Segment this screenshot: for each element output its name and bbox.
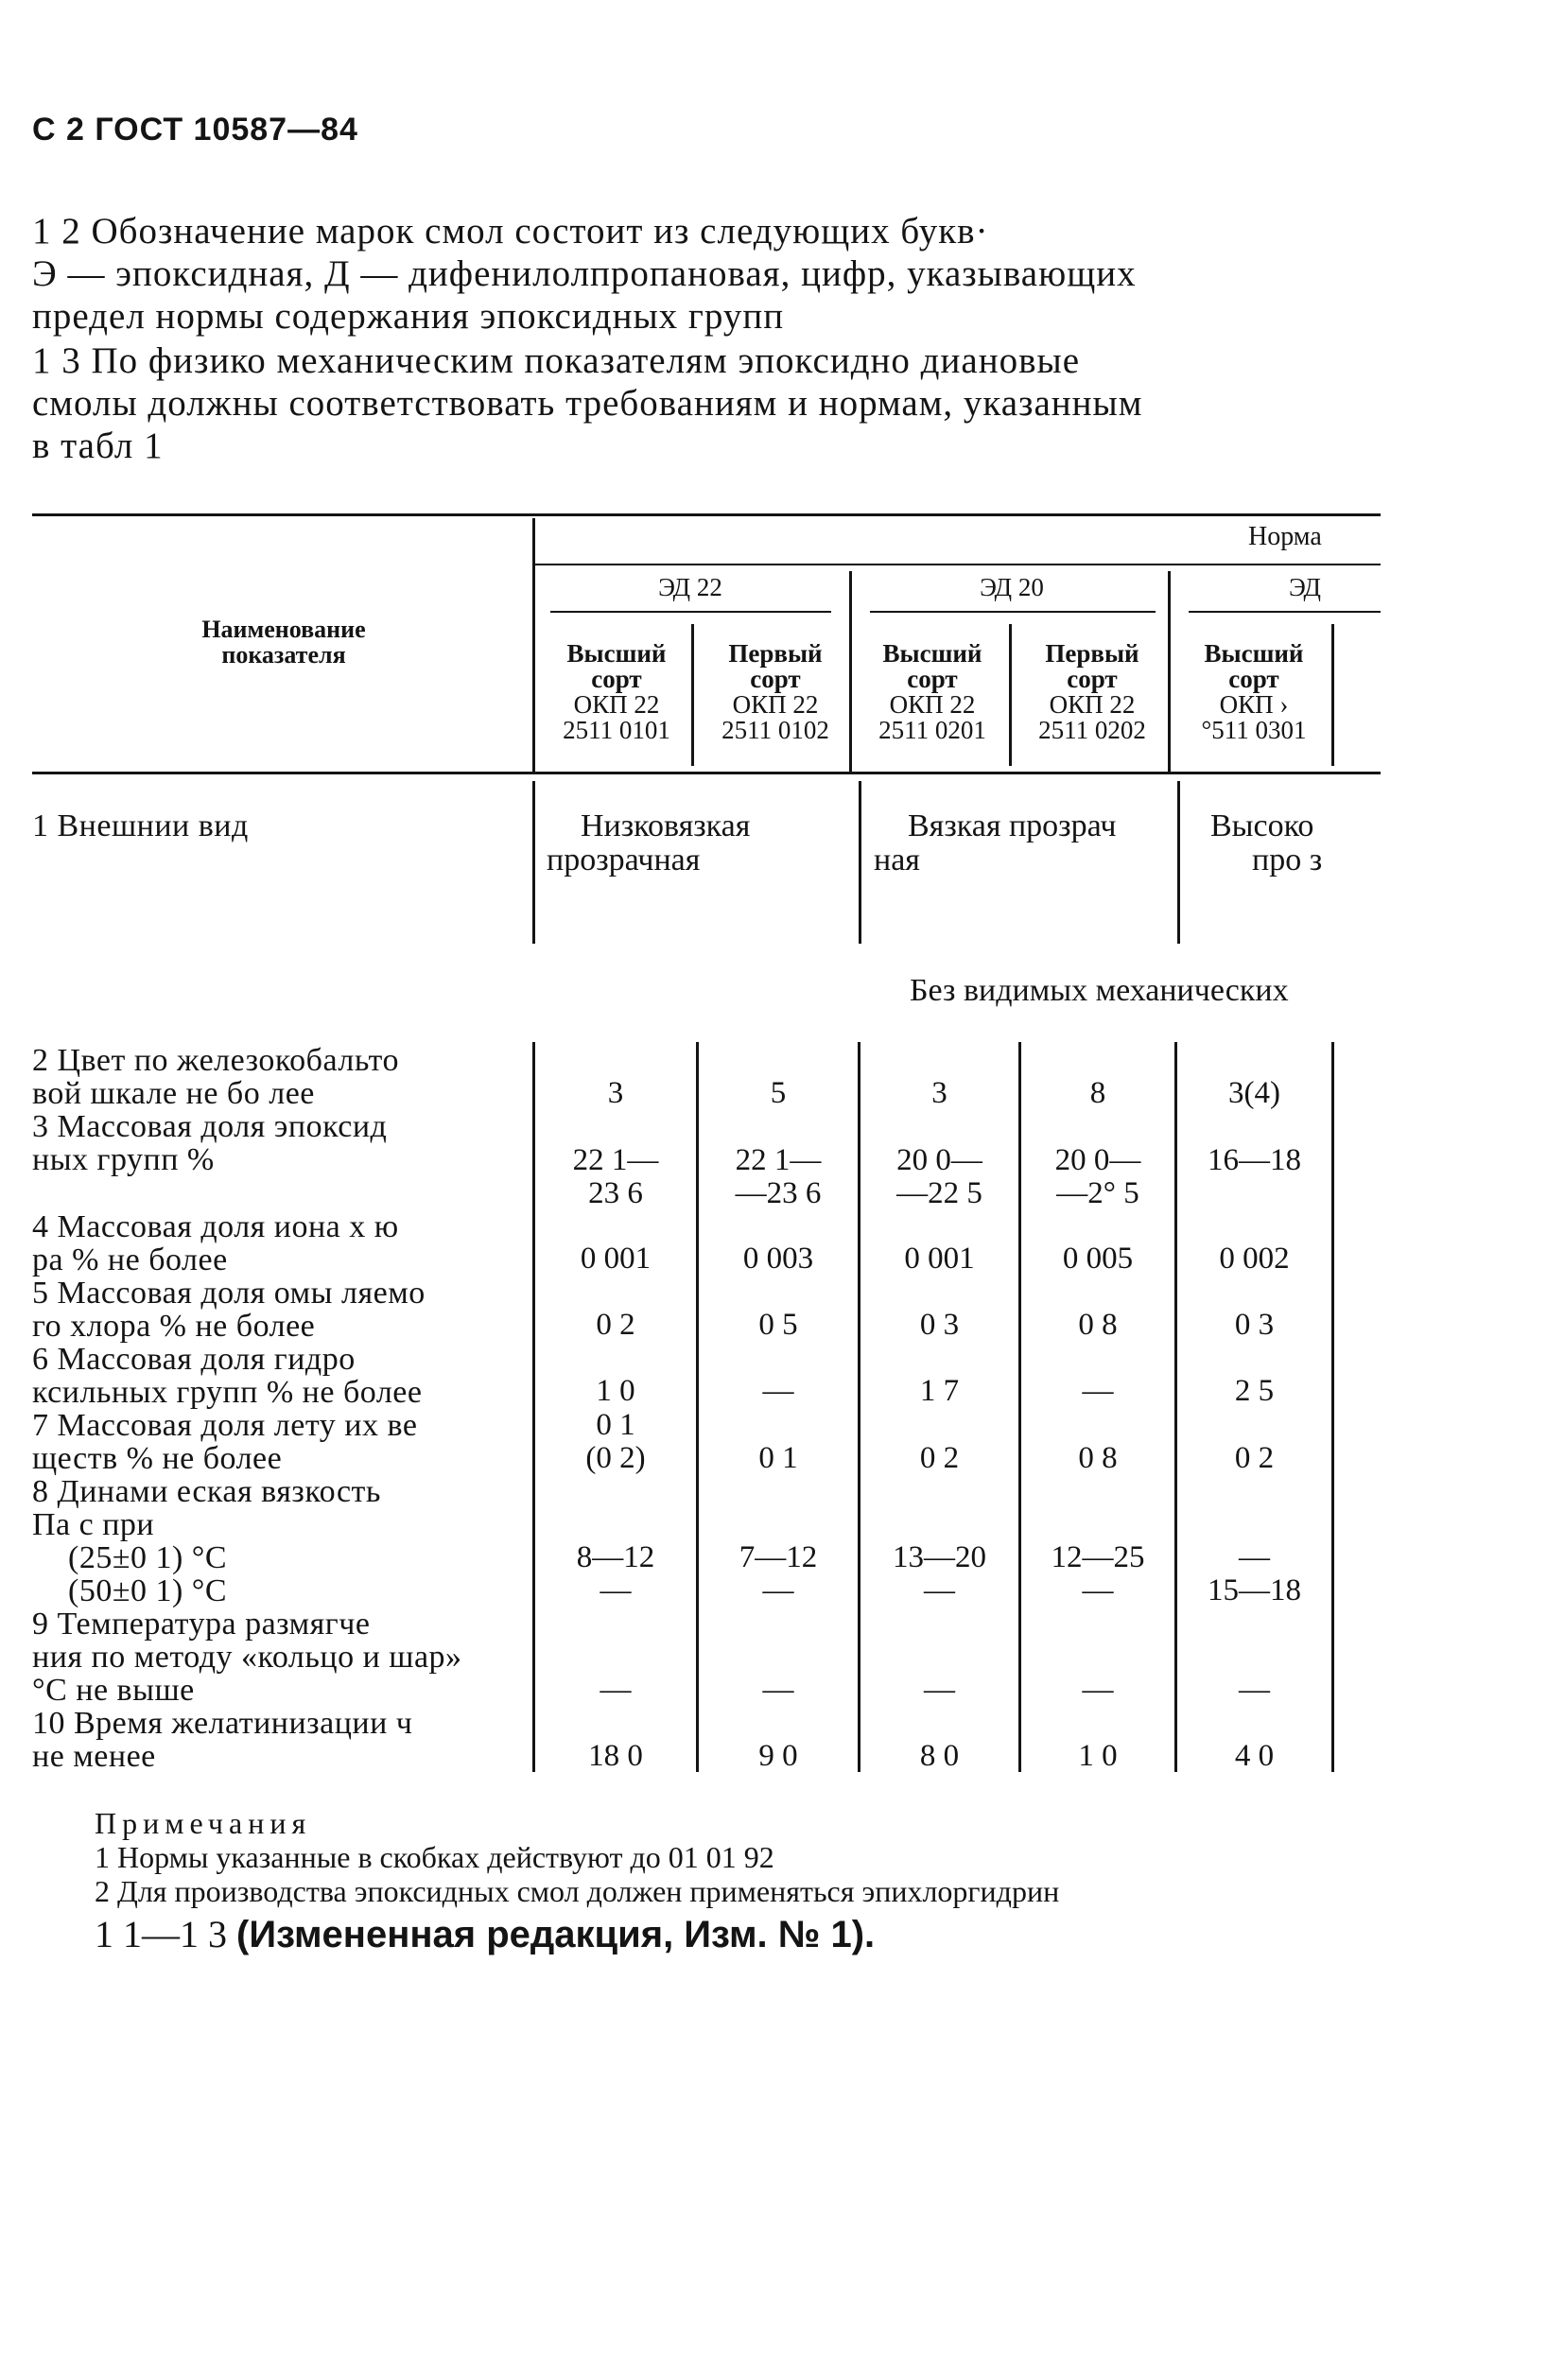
appearance-ed20 [874, 809, 1116, 877]
grade-okp: ОКП 22 [1049, 690, 1136, 719]
group-rule-ed20 [870, 611, 1156, 613]
grade-code: 2511 0102 [721, 716, 829, 744]
table-cell: 13—20 [893, 1540, 986, 1574]
table-cell: — [1082, 1573, 1114, 1607]
header-line: показателя [221, 641, 346, 669]
table-cell: 18 0 [588, 1739, 643, 1773]
table-cell: 0 3 [1234, 1308, 1275, 1342]
appearance-ed22 [547, 809, 750, 877]
table-divider [532, 781, 535, 944]
appearance-span: Без видимых механических [910, 973, 1289, 1008]
row-label: 4 Массовая доля иона х ю ра % не более [32, 1209, 399, 1277]
table-divider [532, 518, 535, 772]
table-cell: 4 0 [1234, 1739, 1275, 1773]
para-line: 1 2 Обозначение марок смол состоит из следующих букв· [32, 211, 989, 252]
table-cell: 3 [931, 1076, 947, 1110]
table-cell: 0 8 [1078, 1308, 1118, 1342]
norma-rule [534, 564, 1381, 565]
cell-line: 23 6 [588, 1176, 643, 1210]
grade-okp: ОКП 22 [732, 690, 819, 719]
group-divider [1177, 781, 1180, 944]
cell-line: —2° 5 [1056, 1176, 1139, 1210]
grade-sort2: сорт [750, 665, 801, 693]
grade-cell [1018, 641, 1166, 743]
para-line: предел нормы содержания эпоксидных групп [32, 296, 785, 337]
row-label: 2 Цвет по железокобальто вой шкале не бо лее [32, 1043, 399, 1111]
row-label: 9 Температура размягче ния по методу «кольцо и шар» °С не выше [32, 1607, 462, 1708]
table-cell: 0 5 [758, 1308, 798, 1342]
grade-okp: ОКП 22 [889, 690, 976, 719]
grade-code: °511 0301 [1201, 716, 1307, 744]
notes-block [95, 1806, 1059, 1908]
grade-code: 2511 0201 [878, 716, 986, 744]
table-cell [699, 1144, 858, 1210]
table-cell: 5 [770, 1076, 787, 1110]
grade-cell [702, 641, 849, 743]
table-cell: 0 1 [758, 1441, 798, 1475]
table-cell: 0 001 [904, 1242, 975, 1276]
table-cell [535, 1409, 696, 1475]
cell-line: 16—18 [1208, 1143, 1301, 1177]
table-cell: 12—25 [1051, 1540, 1145, 1574]
desc-line: Низковязкая [581, 808, 751, 843]
table-cell: — [1239, 1540, 1270, 1574]
row-label: (25±0 1) °С [68, 1540, 228, 1575]
group-divider [1168, 571, 1171, 772]
paragraph-1-2 [32, 210, 1137, 338]
cell-line: 0 1 [596, 1408, 635, 1442]
row-label: 6 Массовая доля гидро ксильных групп % не более [32, 1342, 423, 1410]
table-cell [860, 1144, 1018, 1210]
table-cell: 1 0 [596, 1374, 635, 1408]
table-cell: 3 [607, 1076, 624, 1110]
table-cell: — [1082, 1374, 1114, 1408]
grade-sort2: сорт [1228, 665, 1279, 693]
note-item: 1 Нормы указанные в скобках действуют до 01 01 92 [95, 1840, 774, 1874]
desc-line: ная [874, 843, 920, 877]
table-cell: — [600, 1573, 632, 1607]
table-cell: 0 003 [742, 1242, 814, 1276]
row-label: (50±0 1) °С [68, 1573, 228, 1608]
grade-sort2: сорт [907, 665, 958, 693]
table-cell: 15—18 [1208, 1573, 1301, 1607]
grade-code: 2511 0202 [1038, 716, 1146, 744]
row-label: 10 Время желатинизации ч не менее [32, 1706, 413, 1774]
amendment-line [95, 1912, 875, 1956]
grade-sort: Высший [882, 639, 982, 668]
header-line: Наименование [201, 616, 366, 643]
note-item: 2 Для производства эпоксидных смол должен применяться эпихлоргидрин [95, 1874, 1060, 1908]
grade-divider [1331, 1042, 1334, 1772]
grade-okp: ОКП 22 [573, 690, 660, 719]
header-bottom-rule [32, 772, 1381, 774]
table-cell: — [600, 1673, 632, 1707]
table-cell: 8 0 [919, 1739, 960, 1773]
para-line: Э — эпоксидная, Д — дифенилолпропановая, цифр, указывающих [32, 253, 1137, 294]
table-cell [1177, 1144, 1331, 1177]
table-cell: 0 2 [596, 1308, 635, 1342]
table-cell: 0 2 [1234, 1441, 1275, 1475]
table-cell: 0 2 [919, 1441, 960, 1475]
grade-sort2: сорт [591, 665, 642, 693]
desc-line: прозрачная [547, 843, 701, 877]
grade-divider [1331, 624, 1334, 766]
table-cell: — [762, 1673, 794, 1707]
table-cell: — [1239, 1673, 1270, 1707]
table-cell: 0 002 [1219, 1242, 1290, 1276]
amendment-prefix: 1 1—1 3 [95, 1913, 227, 1955]
group-divider [849, 571, 852, 772]
table-cell: — [1082, 1673, 1114, 1707]
group-ed: ЭД [1289, 573, 1321, 601]
grade-sort: Первый [1045, 639, 1139, 668]
cell-line: 22 1— [735, 1143, 822, 1177]
page-header: С 2 ГОСТ 10587—84 [32, 112, 358, 148]
row-label: 1 Внешнии вид [32, 808, 249, 843]
cell-line: —22 5 [896, 1176, 982, 1210]
table-cell: 1 0 [1078, 1739, 1118, 1773]
row-label: 3 Массовая доля эпоксид ных групп % [32, 1109, 388, 1177]
grade-cell [1178, 641, 1330, 743]
table-cell: — [924, 1573, 955, 1607]
table-cell: 0 005 [1062, 1242, 1134, 1276]
cell-line: 22 1— [572, 1143, 659, 1177]
grade-sort: Высший [1204, 639, 1304, 668]
row-label: 5 Массовая доля омы ляемо го хлора % не более [32, 1276, 426, 1344]
group-rule-ed [1189, 611, 1381, 613]
table-cell: 0 3 [919, 1308, 960, 1342]
grade-cell [543, 641, 690, 743]
grade-sort: Высший [566, 639, 667, 668]
group-divider [859, 781, 861, 944]
group-ed20: ЭД 20 [980, 573, 1044, 601]
notes-title: Примечания [95, 1806, 312, 1840]
table-cell: 0 8 [1078, 1441, 1118, 1475]
para-line: в табл 1 [32, 426, 164, 466]
cell-line: —23 6 [735, 1176, 822, 1210]
grade-sort: Первый [728, 639, 823, 668]
grade-divider [691, 624, 694, 766]
table-cell: 9 0 [758, 1739, 798, 1773]
table-cell: 7—12 [739, 1540, 818, 1574]
para-line: смолы должны соответствовать требованиям и нормам, указанным [32, 383, 1143, 424]
paragraph-1-3 [32, 339, 1142, 467]
desc-line: Вязкая прозрач [908, 808, 1117, 843]
table-cell: — [762, 1374, 794, 1408]
desc-line: Высоко [1210, 808, 1314, 843]
appearance-ed [1210, 809, 1322, 877]
grade-sort2: сорт [1067, 665, 1118, 693]
table-top-rule [32, 513, 1381, 516]
grade-code: 2511 0101 [563, 716, 670, 744]
table-cell: 3(4) [1228, 1076, 1280, 1110]
grade-cell [859, 641, 1006, 743]
table-cell: 0 001 [580, 1242, 652, 1276]
group-rule-ed22 [550, 611, 831, 613]
table-cell: 8—12 [576, 1540, 655, 1574]
table-cell [1021, 1144, 1174, 1210]
table-cell: 2 5 [1234, 1374, 1275, 1408]
cell-line: (0 2) [585, 1441, 646, 1475]
table-cell: — [762, 1573, 794, 1607]
table-cell [535, 1144, 696, 1210]
desc-line: про з [1252, 843, 1323, 877]
property-column-header [132, 617, 435, 668]
group-ed22: ЭД 22 [658, 573, 722, 601]
cell-line: 20 0— [896, 1143, 982, 1177]
grade-divider [1009, 624, 1012, 766]
table-cell: — [924, 1673, 955, 1707]
row-label: 7 Массовая доля лету их ве ществ % не более [32, 1408, 418, 1476]
para-line: 1 3 По физико механическим показателям эпоксидно диановые [32, 340, 1081, 381]
table-cell: 1 7 [919, 1374, 960, 1408]
row-label: 8 Динами еская вязкость Па с при [32, 1474, 381, 1542]
norma-label: Норма [1248, 522, 1322, 551]
cell-line: 20 0— [1054, 1143, 1141, 1177]
amendment-text: (Измененная редакция, Изм. № 1). [236, 1914, 876, 1955]
table-cell: 8 [1089, 1076, 1106, 1110]
grade-okp: ОКП › [1219, 690, 1289, 719]
